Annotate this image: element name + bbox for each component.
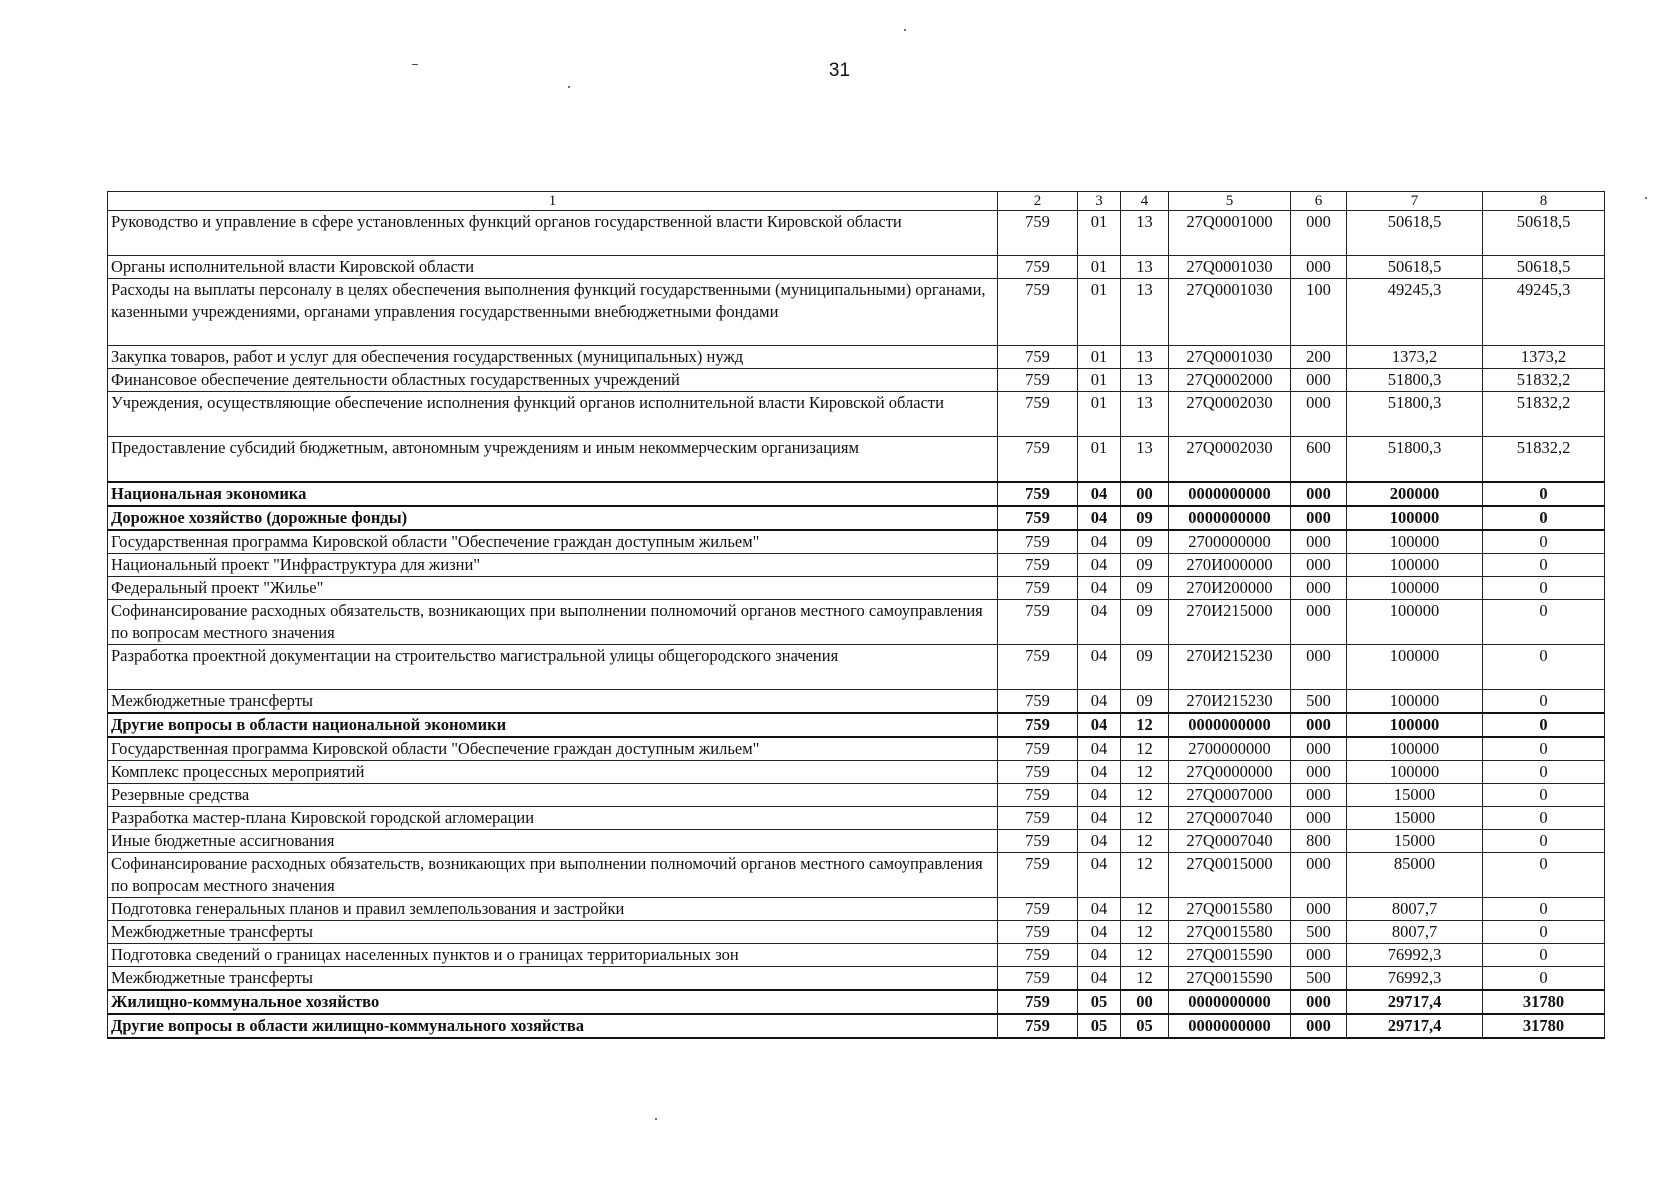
row-code-2: 759 <box>998 783 1078 806</box>
row-code-3: 04 <box>1078 576 1121 599</box>
row-code-5: 27Q0015590 <box>1169 966 1291 990</box>
row-code-5: 0000000000 <box>1169 713 1291 737</box>
row-code-2: 759 <box>998 852 1078 897</box>
row-code-4: 09 <box>1121 530 1169 554</box>
row-code-5: 0000000000 <box>1169 482 1291 506</box>
row-value-7: 29717,4 <box>1347 1014 1483 1038</box>
row-value-8: 51832,2 <box>1483 392 1605 437</box>
scan-speck <box>412 64 418 65</box>
row-code-3: 04 <box>1078 806 1121 829</box>
row-code-2: 759 <box>998 644 1078 689</box>
row-value-7: 100000 <box>1347 506 1483 530</box>
row-code-6: 000 <box>1291 760 1347 783</box>
column-header: 6 <box>1291 192 1347 211</box>
table-row <box>108 506 1605 530</box>
row-code-6: 000 <box>1291 644 1347 689</box>
row-code-3: 01 <box>1078 346 1121 369</box>
row-code-5: 0000000000 <box>1169 990 1291 1014</box>
row-name: Межбюджетные трансферты <box>108 920 998 943</box>
table-row <box>108 783 1605 806</box>
row-code-6: 600 <box>1291 437 1347 482</box>
row-code-2: 759 <box>998 437 1078 482</box>
row-code-4: 13 <box>1121 346 1169 369</box>
row-name: Государственная программа Кировской области "Обеспечение граждан доступным жильем" <box>108 737 998 761</box>
row-value-7: 15000 <box>1347 783 1483 806</box>
row-code-2: 759 <box>998 599 1078 644</box>
row-value-8: 0 <box>1483 806 1605 829</box>
row-code-4: 12 <box>1121 966 1169 990</box>
row-name: Другие вопросы в области национальной экономики <box>108 713 998 737</box>
row-code-6: 000 <box>1291 806 1347 829</box>
row-code-3: 05 <box>1078 990 1121 1014</box>
table-row <box>108 392 1605 437</box>
row-name: Финансовое обеспечение деятельности областных государственных учреждений <box>108 369 998 392</box>
table-row <box>108 829 1605 852</box>
row-name: Национальная экономика <box>108 482 998 506</box>
table-row <box>108 990 1605 1014</box>
row-code-2: 759 <box>998 737 1078 761</box>
row-name: Дорожное хозяйство (дорожные фонды) <box>108 506 998 530</box>
row-code-4: 09 <box>1121 689 1169 713</box>
table-row <box>108 644 1605 689</box>
row-code-3: 01 <box>1078 211 1121 256</box>
row-code-3: 04 <box>1078 553 1121 576</box>
row-code-2: 759 <box>998 553 1078 576</box>
row-code-4: 12 <box>1121 920 1169 943</box>
table-row <box>108 437 1605 482</box>
row-code-2: 759 <box>998 943 1078 966</box>
budget-table <box>107 191 1605 1039</box>
row-value-8: 1373,2 <box>1483 346 1605 369</box>
row-code-5: 2700000000 <box>1169 530 1291 554</box>
row-value-8: 0 <box>1483 737 1605 761</box>
row-code-5: 270И200000 <box>1169 576 1291 599</box>
row-name: Жилищно-коммунальное хозяйство <box>108 990 998 1014</box>
row-name: Органы исполнительной власти Кировской области <box>108 256 998 279</box>
row-code-4: 13 <box>1121 256 1169 279</box>
row-code-5: 27Q0007040 <box>1169 806 1291 829</box>
row-name: Софинансирование расходных обязательств, возникающих при выполнении полномочий органов местного самоуправления по вопросам местного значения <box>108 852 998 897</box>
row-name: Резервные средства <box>108 783 998 806</box>
row-code-6: 800 <box>1291 829 1347 852</box>
row-code-6: 000 <box>1291 1014 1347 1038</box>
table-row <box>108 852 1605 897</box>
row-code-6: 000 <box>1291 599 1347 644</box>
row-code-3: 04 <box>1078 897 1121 920</box>
row-name: Разработка проектной документации на строительство магистральной улицы общегородского значения <box>108 644 998 689</box>
row-code-5: 270И215230 <box>1169 644 1291 689</box>
table-row <box>108 920 1605 943</box>
row-code-5: 270И215230 <box>1169 689 1291 713</box>
page-number: 31 <box>828 60 851 81</box>
row-code-4: 09 <box>1121 599 1169 644</box>
row-value-7: 76992,3 <box>1347 966 1483 990</box>
row-value-8: 51832,2 <box>1483 369 1605 392</box>
row-code-2: 759 <box>998 346 1078 369</box>
row-name: Межбюджетные трансферты <box>108 966 998 990</box>
row-name: Предоставление субсидий бюджетным, автономным учреждениям и иным некоммерческим организациям <box>108 437 998 482</box>
row-code-2: 759 <box>998 1014 1078 1038</box>
row-code-4: 13 <box>1121 211 1169 256</box>
row-name: Государственная программа Кировской области "Обеспечение граждан доступным жильем" <box>108 530 998 554</box>
row-code-4: 12 <box>1121 852 1169 897</box>
row-code-4: 12 <box>1121 943 1169 966</box>
row-code-6: 000 <box>1291 553 1347 576</box>
row-name: Софинансирование расходных обязательств, возникающих при выполнении полномочий органов местного самоуправления по вопросам местного значения <box>108 599 998 644</box>
row-code-2: 759 <box>998 482 1078 506</box>
row-code-5: 0000000000 <box>1169 1014 1291 1038</box>
row-value-8: 0 <box>1483 943 1605 966</box>
row-value-7: 100000 <box>1347 737 1483 761</box>
row-value-8: 0 <box>1483 852 1605 897</box>
row-value-8: 0 <box>1483 829 1605 852</box>
row-code-4: 12 <box>1121 897 1169 920</box>
row-code-6: 500 <box>1291 920 1347 943</box>
row-value-7: 100000 <box>1347 689 1483 713</box>
row-value-8: 0 <box>1483 482 1605 506</box>
row-value-8: 0 <box>1483 760 1605 783</box>
row-code-4: 12 <box>1121 713 1169 737</box>
row-value-7: 50618,5 <box>1347 256 1483 279</box>
row-code-5: 270И215000 <box>1169 599 1291 644</box>
row-code-6: 000 <box>1291 576 1347 599</box>
row-code-5: 27Q0015580 <box>1169 920 1291 943</box>
row-code-6: 000 <box>1291 211 1347 256</box>
row-value-8: 0 <box>1483 713 1605 737</box>
row-code-3: 04 <box>1078 713 1121 737</box>
table-row <box>108 530 1605 554</box>
row-code-2: 759 <box>998 279 1078 346</box>
row-code-2: 759 <box>998 211 1078 256</box>
table-body <box>108 211 1605 1038</box>
row-value-7: 200000 <box>1347 482 1483 506</box>
row-code-2: 759 <box>998 530 1078 554</box>
row-code-4: 13 <box>1121 437 1169 482</box>
row-code-5: 27Q0002030 <box>1169 392 1291 437</box>
row-value-7: 100000 <box>1347 644 1483 689</box>
row-code-2: 759 <box>998 990 1078 1014</box>
table-row <box>108 943 1605 966</box>
row-value-8: 31780 <box>1483 1014 1605 1038</box>
row-value-7: 15000 <box>1347 806 1483 829</box>
row-value-8: 50618,5 <box>1483 256 1605 279</box>
table-row <box>108 737 1605 761</box>
row-code-6: 200 <box>1291 346 1347 369</box>
row-code-5: 27Q0002030 <box>1169 437 1291 482</box>
row-code-4: 09 <box>1121 506 1169 530</box>
row-value-8: 0 <box>1483 689 1605 713</box>
row-code-2: 759 <box>998 576 1078 599</box>
row-value-7: 100000 <box>1347 530 1483 554</box>
row-code-3: 04 <box>1078 506 1121 530</box>
table-row <box>108 256 1605 279</box>
row-value-8: 0 <box>1483 644 1605 689</box>
row-value-7: 8007,7 <box>1347 897 1483 920</box>
row-name: Учреждения, осуществляющие обеспечение исполнения функций органов исполнительной власти Кировской области <box>108 392 998 437</box>
row-code-2: 759 <box>998 689 1078 713</box>
row-code-3: 04 <box>1078 966 1121 990</box>
row-code-2: 759 <box>998 369 1078 392</box>
row-value-7: 76992,3 <box>1347 943 1483 966</box>
row-code-4: 12 <box>1121 737 1169 761</box>
column-header: 7 <box>1347 192 1483 211</box>
scan-speck <box>655 1118 657 1120</box>
row-value-8: 0 <box>1483 553 1605 576</box>
row-value-7: 51800,3 <box>1347 392 1483 437</box>
row-code-6: 000 <box>1291 256 1347 279</box>
row-code-2: 759 <box>998 829 1078 852</box>
row-value-7: 29717,4 <box>1347 990 1483 1014</box>
row-code-6: 000 <box>1291 990 1347 1014</box>
row-code-2: 759 <box>998 897 1078 920</box>
row-code-3: 04 <box>1078 829 1121 852</box>
row-value-8: 0 <box>1483 783 1605 806</box>
column-header: 8 <box>1483 192 1605 211</box>
row-value-8: 0 <box>1483 599 1605 644</box>
table-row <box>108 576 1605 599</box>
row-code-2: 759 <box>998 392 1078 437</box>
row-code-4: 09 <box>1121 644 1169 689</box>
row-code-2: 759 <box>998 256 1078 279</box>
row-code-6: 000 <box>1291 852 1347 897</box>
row-name: Подготовка генеральных планов и правил землепользования и застройки <box>108 897 998 920</box>
row-name: Межбюджетные трансферты <box>108 689 998 713</box>
row-value-7: 51800,3 <box>1347 437 1483 482</box>
row-code-6: 000 <box>1291 783 1347 806</box>
row-code-3: 04 <box>1078 599 1121 644</box>
row-code-3: 04 <box>1078 783 1121 806</box>
row-code-5: 27Q0015590 <box>1169 943 1291 966</box>
row-code-4: 12 <box>1121 829 1169 852</box>
row-code-6: 000 <box>1291 482 1347 506</box>
row-value-7: 50618,5 <box>1347 211 1483 256</box>
row-code-6: 100 <box>1291 279 1347 346</box>
row-value-7: 100000 <box>1347 713 1483 737</box>
row-code-3: 01 <box>1078 392 1121 437</box>
row-name: Закупка товаров, работ и услуг для обеспечения государственных (муниципальных) нужд <box>108 346 998 369</box>
row-code-2: 759 <box>998 760 1078 783</box>
row-code-5: 27Q0007000 <box>1169 783 1291 806</box>
row-code-6: 000 <box>1291 392 1347 437</box>
table-row <box>108 211 1605 256</box>
row-code-5: 2700000000 <box>1169 737 1291 761</box>
row-code-4: 13 <box>1121 279 1169 346</box>
row-code-3: 04 <box>1078 760 1121 783</box>
row-code-5: 27Q0001030 <box>1169 346 1291 369</box>
row-value-8: 0 <box>1483 506 1605 530</box>
row-code-4: 00 <box>1121 990 1169 1014</box>
row-code-5: 27Q0007040 <box>1169 829 1291 852</box>
row-code-6: 500 <box>1291 689 1347 713</box>
row-code-3: 04 <box>1078 482 1121 506</box>
row-value-7: 8007,7 <box>1347 920 1483 943</box>
table-row <box>108 897 1605 920</box>
row-code-5: 27Q0001000 <box>1169 211 1291 256</box>
row-value-8: 0 <box>1483 920 1605 943</box>
row-value-8: 0 <box>1483 897 1605 920</box>
row-value-8: 31780 <box>1483 990 1605 1014</box>
scan-speck <box>568 86 570 88</box>
row-code-4: 13 <box>1121 369 1169 392</box>
header-row <box>108 192 1605 211</box>
row-code-3: 04 <box>1078 737 1121 761</box>
row-code-5: 270И000000 <box>1169 553 1291 576</box>
row-code-6: 000 <box>1291 943 1347 966</box>
row-value-8: 0 <box>1483 576 1605 599</box>
row-code-5: 27Q0015000 <box>1169 852 1291 897</box>
table-row <box>108 279 1605 346</box>
row-code-5: 27Q0000000 <box>1169 760 1291 783</box>
row-code-4: 12 <box>1121 760 1169 783</box>
column-header: 2 <box>998 192 1078 211</box>
scan-speck <box>904 29 906 31</box>
scan-speck <box>1645 197 1647 199</box>
table-row <box>108 346 1605 369</box>
row-code-3: 04 <box>1078 644 1121 689</box>
row-name: Другие вопросы в области жилищно-коммунального хозяйства <box>108 1014 998 1038</box>
column-header: 1 <box>108 192 998 211</box>
row-code-4: 09 <box>1121 576 1169 599</box>
row-value-7: 85000 <box>1347 852 1483 897</box>
row-code-6: 500 <box>1291 966 1347 990</box>
row-code-3: 01 <box>1078 256 1121 279</box>
row-code-6: 000 <box>1291 713 1347 737</box>
row-code-3: 04 <box>1078 943 1121 966</box>
table-row <box>108 1014 1605 1038</box>
row-code-2: 759 <box>998 713 1078 737</box>
row-value-7: 100000 <box>1347 760 1483 783</box>
column-header: 3 <box>1078 192 1121 211</box>
table-row <box>108 553 1605 576</box>
row-value-7: 100000 <box>1347 553 1483 576</box>
row-code-6: 000 <box>1291 530 1347 554</box>
row-name: Подготовка сведений о границах населенных пунктов и о границах территориальных зон <box>108 943 998 966</box>
row-code-6: 000 <box>1291 737 1347 761</box>
row-code-2: 759 <box>998 966 1078 990</box>
column-header: 5 <box>1169 192 1291 211</box>
row-code-2: 759 <box>998 806 1078 829</box>
row-code-6: 000 <box>1291 506 1347 530</box>
row-code-5: 0000000000 <box>1169 506 1291 530</box>
row-value-8: 0 <box>1483 530 1605 554</box>
column-header: 4 <box>1121 192 1169 211</box>
table-row <box>108 689 1605 713</box>
row-code-4: 05 <box>1121 1014 1169 1038</box>
table-row <box>108 482 1605 506</box>
row-value-7: 100000 <box>1347 576 1483 599</box>
row-name: Иные бюджетные ассигнования <box>108 829 998 852</box>
row-code-5: 27Q0015580 <box>1169 897 1291 920</box>
row-code-3: 04 <box>1078 920 1121 943</box>
row-code-5: 27Q0002000 <box>1169 369 1291 392</box>
row-value-7: 100000 <box>1347 599 1483 644</box>
table-row <box>108 713 1605 737</box>
row-code-3: 05 <box>1078 1014 1121 1038</box>
row-name: Федеральный проект "Жилье" <box>108 576 998 599</box>
row-code-5: 27Q0001030 <box>1169 279 1291 346</box>
row-code-4: 00 <box>1121 482 1169 506</box>
row-value-7: 51800,3 <box>1347 369 1483 392</box>
row-value-8: 0 <box>1483 966 1605 990</box>
row-code-4: 09 <box>1121 553 1169 576</box>
row-code-3: 04 <box>1078 530 1121 554</box>
row-value-7: 15000 <box>1347 829 1483 852</box>
row-value-8: 51832,2 <box>1483 437 1605 482</box>
row-code-3: 01 <box>1078 369 1121 392</box>
row-code-3: 01 <box>1078 279 1121 346</box>
row-code-6: 000 <box>1291 897 1347 920</box>
row-name: Национальный проект "Инфраструктура для жизни" <box>108 553 998 576</box>
row-code-4: 12 <box>1121 783 1169 806</box>
table-row <box>108 966 1605 990</box>
table-row <box>108 806 1605 829</box>
row-value-8: 49245,3 <box>1483 279 1605 346</box>
row-name: Комплекс процессных мероприятий <box>108 760 998 783</box>
table-row <box>108 599 1605 644</box>
row-code-2: 759 <box>998 506 1078 530</box>
row-code-2: 759 <box>998 920 1078 943</box>
row-code-3: 04 <box>1078 689 1121 713</box>
row-code-4: 13 <box>1121 392 1169 437</box>
row-code-3: 04 <box>1078 852 1121 897</box>
row-code-5: 27Q0001030 <box>1169 256 1291 279</box>
row-name: Расходы на выплаты персоналу в целях обеспечения выполнения функций государственными (муниципальными) органами, казенными учреждениями, органами управления государственными внебюджетными фондами <box>108 279 998 346</box>
table-row <box>108 760 1605 783</box>
table-row <box>108 369 1605 392</box>
row-value-7: 1373,2 <box>1347 346 1483 369</box>
row-code-6: 000 <box>1291 369 1347 392</box>
row-value-8: 50618,5 <box>1483 211 1605 256</box>
row-name: Руководство и управление в сфере установленных функций органов государственной власти Кировской области <box>108 211 998 256</box>
row-code-3: 01 <box>1078 437 1121 482</box>
row-name: Разработка мастер-плана Кировской городской агломерации <box>108 806 998 829</box>
row-code-4: 12 <box>1121 806 1169 829</box>
row-value-7: 49245,3 <box>1347 279 1483 346</box>
